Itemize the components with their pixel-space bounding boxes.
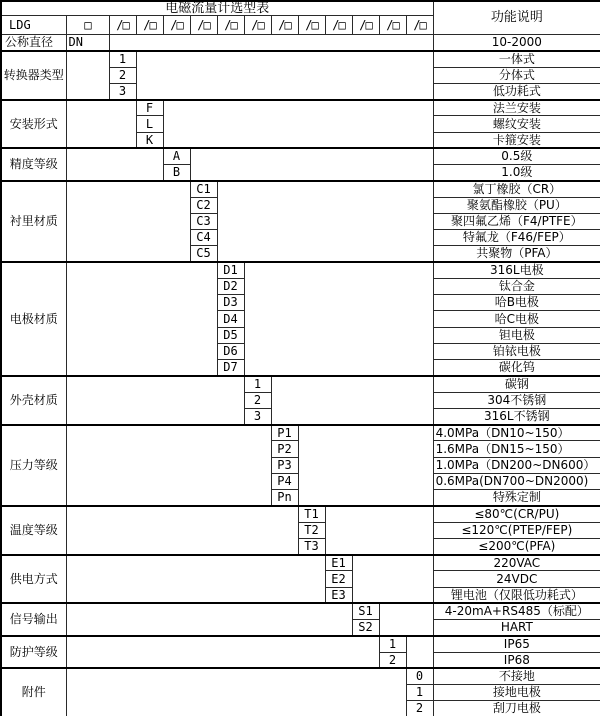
code-cell: B: [163, 165, 190, 181]
code-cell: Pn: [271, 490, 298, 506]
code-cell: 2: [244, 392, 271, 408]
row-label-dn: 公称直径: [1, 35, 66, 51]
function-cell: 接地电极: [433, 685, 600, 701]
model-code: LDG: [1, 16, 66, 35]
function-cell: ≤80℃(CR/PU): [433, 506, 600, 522]
code-cell: C1: [190, 181, 217, 197]
function-cell: 碳钢: [433, 376, 600, 392]
dn-code-cell: DN: [66, 35, 109, 51]
blank-area: [190, 148, 433, 181]
code-cell: 1: [244, 376, 271, 392]
code-placeholder-slot-icon: /□: [217, 16, 244, 35]
code-cell: 2: [109, 67, 136, 83]
code-placeholder-slot-icon: /□: [136, 16, 163, 35]
row-label: 安装形式: [1, 100, 66, 149]
function-cell: 一体式: [433, 51, 600, 67]
function-cell: 哈B电极: [433, 295, 600, 311]
code-placeholder-slot-icon: /□: [109, 16, 136, 35]
code-cell: K: [136, 132, 163, 148]
code-cell: 1: [109, 51, 136, 67]
function-cell: IP65: [433, 636, 600, 652]
code-cell: 0: [406, 668, 433, 684]
code-cell: 1: [406, 685, 433, 701]
code-cell: A: [163, 148, 190, 164]
function-cell: 锂电池（仅限低功耗式）: [433, 587, 600, 603]
function-cell: 碳化钨: [433, 360, 600, 376]
code-placeholder-slot-icon: /□: [352, 16, 379, 35]
table-row: [1, 376, 600, 392]
function-cell: 特氟龙（F46/FEP）: [433, 230, 600, 246]
blank-area: [325, 506, 433, 555]
function-cell: 聚氨酯橡胶（PU）: [433, 197, 600, 213]
code-cell: F: [136, 100, 163, 116]
table-row: [1, 603, 600, 619]
table-row: [1, 636, 600, 652]
code-cell: P2: [271, 441, 298, 457]
function-cell: 4-20mA+RS485（标配）: [433, 603, 600, 619]
table-row: [1, 262, 600, 278]
blank-area: [66, 148, 163, 181]
table-row: [1, 35, 600, 51]
function-cell: 1.0级: [433, 165, 600, 181]
function-cell: 1.6MPa（DN15~150）: [433, 441, 600, 457]
function-cell: 316L电极: [433, 262, 600, 278]
row-label: 转换器类型: [1, 51, 66, 100]
blank-area: [271, 376, 433, 425]
code-cell: D7: [217, 360, 244, 376]
code-cell: E2: [325, 571, 352, 587]
code-cell: 2: [406, 701, 433, 716]
code-cell: D6: [217, 343, 244, 359]
dn-placeholder-box-icon: □: [66, 16, 109, 35]
code-cell: T1: [298, 506, 325, 522]
function-cell: 螺纹安装: [433, 116, 600, 132]
code-cell: S2: [352, 620, 379, 636]
code-cell: C4: [190, 230, 217, 246]
code-placeholder-slot-icon: /□: [379, 16, 406, 35]
function-cell: 316L不锈钢: [433, 408, 600, 424]
function-cell: 钽电极: [433, 327, 600, 343]
blank-area: [66, 506, 298, 555]
function-cell: 法兰安装: [433, 100, 600, 116]
function-cell: 304不锈钢: [433, 392, 600, 408]
code-cell: C2: [190, 197, 217, 213]
blank-area: [66, 100, 136, 149]
row-label: 精度等级: [1, 148, 66, 181]
function-cell: 不接地: [433, 668, 600, 684]
function-cell: 聚四氟乙烯（F4/PTFE）: [433, 213, 600, 229]
function-cell: 钛合金: [433, 278, 600, 294]
function-cell: 氯丁橡胶（CR）: [433, 181, 600, 197]
code-placeholder-slot-icon: /□: [325, 16, 352, 35]
function-cell: 哈C电极: [433, 311, 600, 327]
function-cell: 220VAC: [433, 555, 600, 571]
table-row: [1, 100, 600, 116]
blank-area: [163, 100, 433, 149]
table-title: 电磁流量计选型表: [1, 1, 433, 16]
code-cell: D3: [217, 295, 244, 311]
blank-area: [136, 51, 433, 100]
code-placeholder-slot-icon: /□: [163, 16, 190, 35]
function-column-header: 功能说明: [433, 1, 600, 35]
code-placeholder-slot-icon: /□: [406, 16, 433, 35]
blank-area: [66, 181, 190, 262]
blank-area: [66, 51, 109, 100]
function-cell: 0.6MPa(DN700~DN2000): [433, 473, 600, 489]
row-label: 供电方式: [1, 555, 66, 604]
function-cell: 4.0MPa（DN10~150）: [433, 425, 600, 441]
code-placeholder-slot-icon: /□: [298, 16, 325, 35]
blank-area: [109, 35, 433, 51]
function-cell: 低功耗式: [433, 83, 600, 99]
code-cell: L: [136, 116, 163, 132]
blank-area: [406, 636, 433, 669]
code-cell: 3: [244, 408, 271, 424]
table-row: [1, 425, 600, 441]
blank-area: [66, 425, 271, 506]
function-cell: IP68: [433, 652, 600, 668]
code-placeholder-slot-icon: /□: [190, 16, 217, 35]
row-label: 防护等级: [1, 636, 66, 669]
blank-area: [298, 425, 433, 506]
blank-area: [379, 603, 433, 636]
blank-area: [66, 555, 325, 604]
function-cell: HART: [433, 620, 600, 636]
row-label: 温度等级: [1, 506, 66, 555]
blank-area: [66, 262, 217, 376]
code-cell: T2: [298, 522, 325, 538]
function-cell: 刮刀电极: [433, 701, 600, 716]
function-cell: 共聚物（PFA）: [433, 246, 600, 262]
code-placeholder-slot-icon: /□: [244, 16, 271, 35]
row-label: 附件: [1, 668, 66, 716]
code-cell: D1: [217, 262, 244, 278]
code-cell: P4: [271, 473, 298, 489]
blank-area: [66, 603, 352, 636]
function-cell: 卡箍安装: [433, 132, 600, 148]
row-label: 外壳材质: [1, 376, 66, 425]
function-cell: ≤120℃(PTEP/FEP): [433, 522, 600, 538]
row-label: 电极材质: [1, 262, 66, 376]
function-cell: 24VDC: [433, 571, 600, 587]
code-cell: T3: [298, 538, 325, 554]
table-row: [1, 148, 600, 164]
code-cell: 3: [109, 83, 136, 99]
code-cell: P3: [271, 457, 298, 473]
row-label: 压力等级: [1, 425, 66, 506]
code-cell: P1: [271, 425, 298, 441]
function-cell: ≤200℃(PFA): [433, 538, 600, 554]
code-cell: 1: [379, 636, 406, 652]
table-row: [1, 1, 600, 16]
code-cell: C3: [190, 213, 217, 229]
blank-area: [66, 376, 244, 425]
code-cell: E1: [325, 555, 352, 571]
blank-area: [244, 262, 433, 376]
blank-area: [66, 636, 379, 669]
code-cell: C5: [190, 246, 217, 262]
code-cell: S1: [352, 603, 379, 619]
function-cell: 10-2000: [433, 35, 600, 51]
code-placeholder-slot-icon: /□: [271, 16, 298, 35]
function-cell: 0.5级: [433, 148, 600, 164]
code-cell: D2: [217, 278, 244, 294]
function-cell: 分体式: [433, 67, 600, 83]
blank-area: [352, 555, 433, 604]
function-cell: 特殊定制: [433, 490, 600, 506]
table-row: [1, 51, 600, 67]
blank-area: [66, 668, 406, 716]
table-row: [1, 555, 600, 571]
row-label: 衬里材质: [1, 181, 66, 262]
table-row: [1, 181, 600, 197]
table-row: [1, 506, 600, 522]
table-row: [1, 668, 600, 684]
blank-area: [217, 181, 433, 262]
function-cell: 铂铱电极: [433, 343, 600, 359]
code-cell: D4: [217, 311, 244, 327]
code-cell: E3: [325, 587, 352, 603]
code-cell: 2: [379, 652, 406, 668]
code-cell: D5: [217, 327, 244, 343]
row-label: 信号输出: [1, 603, 66, 636]
function-cell: 1.0MPa（DN200~DN600）: [433, 457, 600, 473]
